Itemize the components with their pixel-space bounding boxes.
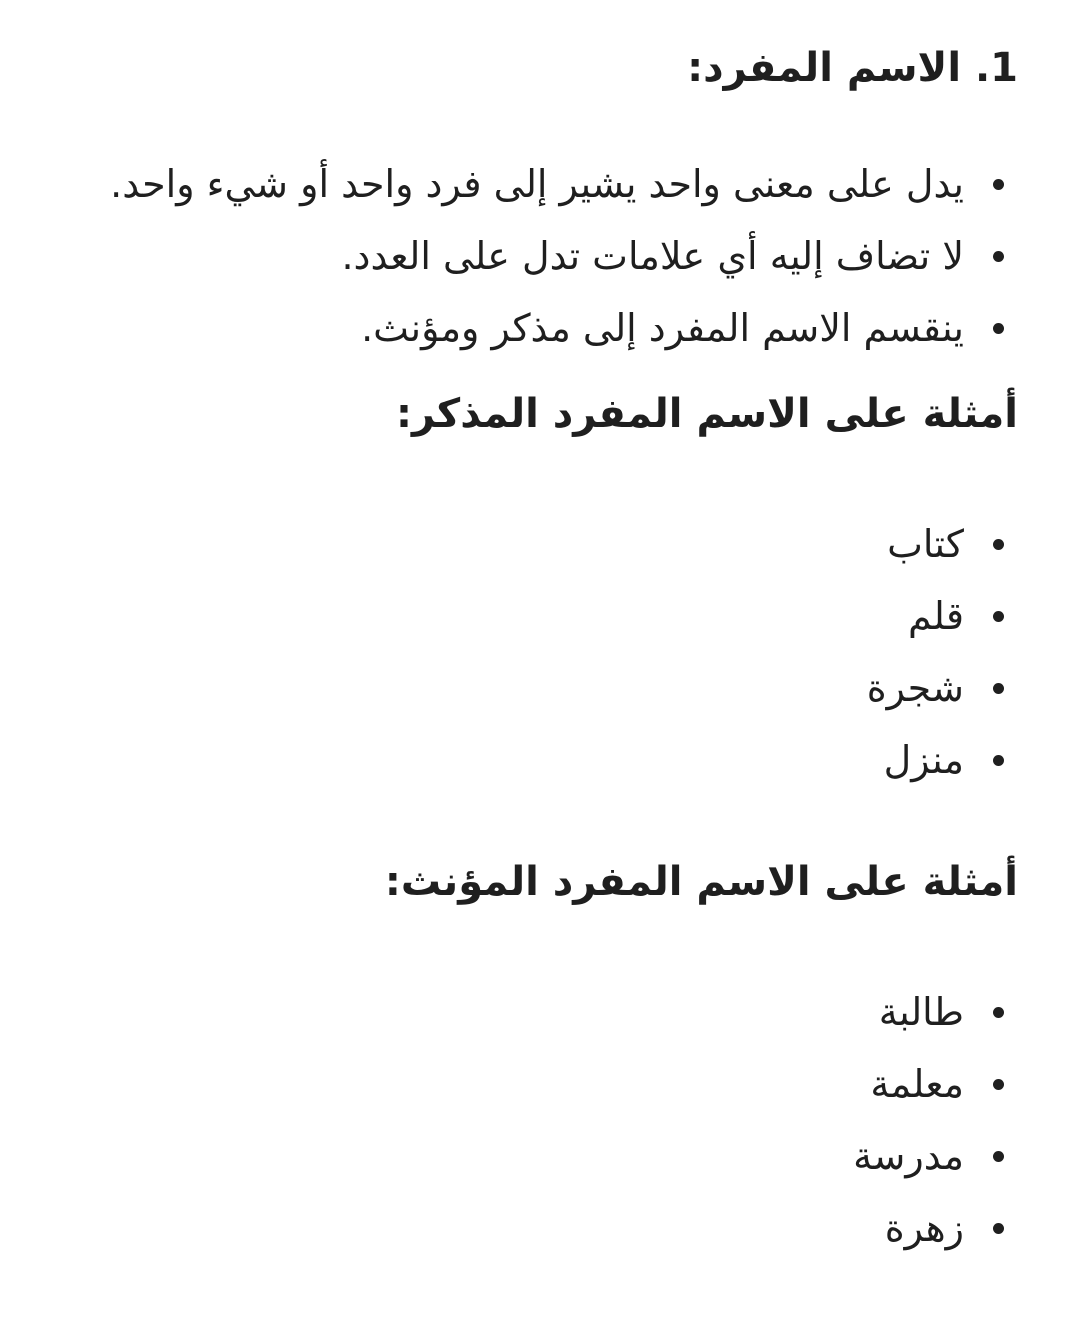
masculine-examples-list [60,508,1018,796]
list-item [60,148,1018,220]
masculine-examples-heading: أمثلة على الاسم المفرد المذكر: [396,391,1018,437]
bullet-icon [993,323,1004,334]
list-item-text: يدل على معنى واحد يشير إلى فرد واحد أو شيء واحد. [110,162,964,206]
list-item-text: قلم [907,594,964,638]
list-item-text: كتاب [887,522,964,566]
list-item [60,652,1018,724]
bullet-icon [993,683,1004,694]
list-item [60,292,1018,364]
bullet-icon [993,611,1004,622]
bullet-icon [993,539,1004,550]
feminine-examples-list [60,976,1018,1264]
bullet-icon [993,1151,1004,1162]
list-item-text: لا تضاف إليه أي علامات تدل على العدد. [341,234,964,278]
list-item [60,1192,1018,1264]
list-item [60,1120,1018,1192]
list-item [60,508,1018,580]
bullet-icon [993,251,1004,262]
list-item-text: زهرة [884,1206,964,1250]
bullet-icon [993,755,1004,766]
list-item-text: مدرسة [853,1134,964,1178]
bullet-icon [993,1079,1004,1090]
list-item [60,976,1018,1048]
list-item-text: شجرة [866,666,964,710]
list-item-text: معلمة [870,1062,964,1106]
list-item [60,724,1018,796]
section-heading: 1. الاسم المفرد: [687,45,1018,91]
bullet-icon [993,179,1004,190]
bullet-icon [993,1223,1004,1234]
definition-list [60,148,1018,364]
list-item-text: منزل [883,738,964,782]
list-item-text: ينقسم الاسم المفرد إلى مذكر ومؤنث. [361,306,964,350]
bullet-icon [993,1007,1004,1018]
list-item [60,580,1018,652]
list-item [60,220,1018,292]
list-item [60,1048,1018,1120]
feminine-examples-heading: أمثلة على الاسم المفرد المؤنث: [384,859,1018,905]
list-item-text: طالبة [878,990,964,1034]
